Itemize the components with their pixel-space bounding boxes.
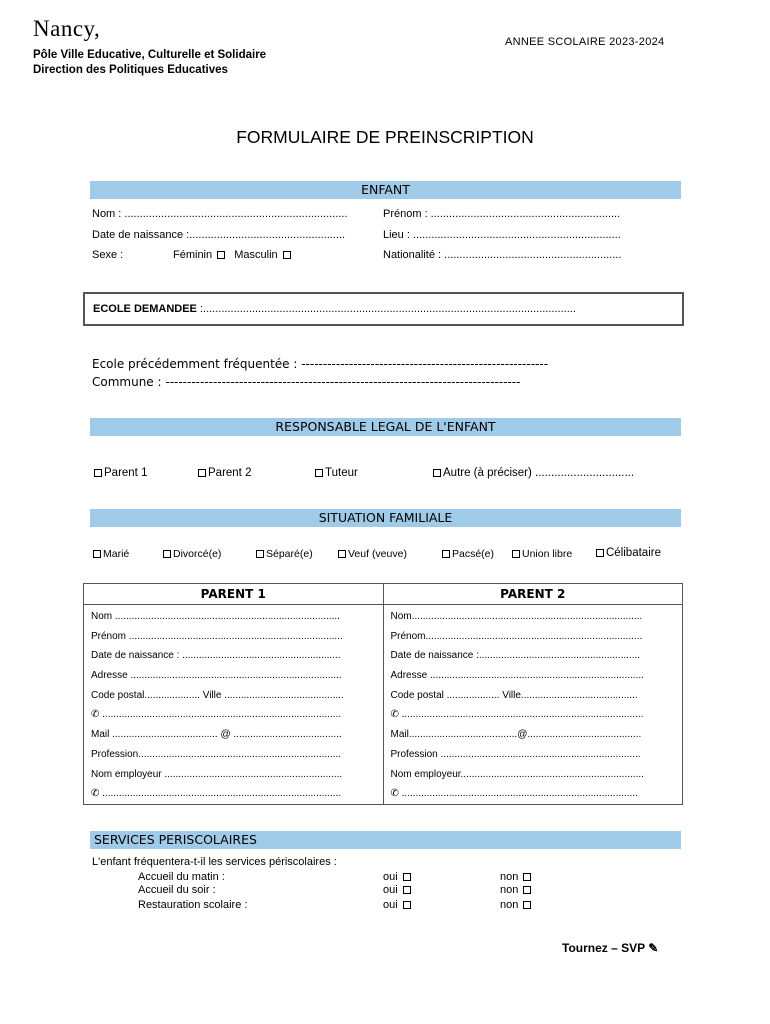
ecole-demandee-label: ECOLE DEMANDEE bbox=[93, 303, 197, 315]
school-year: ANNEE SCOLAIRE 2023-2024 bbox=[505, 36, 665, 48]
p2-codepostal-field[interactable]: Code postal ................... Ville.......................................... bbox=[390, 689, 638, 701]
p1-adresse-field[interactable]: Adresse ............................................................................ bbox=[91, 670, 342, 682]
resp-autre-label: Autre (à préciser) ............................... bbox=[443, 467, 635, 479]
p1-mail-field[interactable]: Mail ...................................... @ ....................................... bbox=[91, 729, 342, 741]
parent1-heading: PARENT 1 bbox=[84, 584, 383, 605]
resp-tuteur-label: Tuteur bbox=[325, 467, 358, 479]
responsable-heading: RESPONSABLE LEGAL DE L'ENFANT bbox=[90, 418, 681, 436]
p1-prenom-field[interactable]: Prénom ............................................................................. bbox=[91, 630, 343, 642]
sit-veuf-label: Veuf (veuve) bbox=[348, 548, 407, 560]
sit-divorce-checkbox[interactable] bbox=[163, 550, 171, 558]
sit-marie-option[interactable] bbox=[91, 548, 129, 560]
svc-matin-non-checkbox[interactable] bbox=[523, 873, 531, 881]
non-label: non bbox=[500, 899, 519, 911]
sit-divorce-option[interactable] bbox=[161, 548, 221, 560]
resp-parent2-option[interactable] bbox=[196, 467, 251, 479]
svc-soir-non-checkbox[interactable] bbox=[523, 886, 531, 894]
sexe-label: Sexe : bbox=[92, 249, 124, 261]
nationalite-field[interactable]: Nationalité : .......................................................... bbox=[383, 249, 622, 261]
commune-field[interactable]: Commune : ---------------------------------------------------------------------------------- bbox=[92, 375, 521, 389]
sit-pacse-option[interactable] bbox=[440, 548, 494, 560]
p2-phone-work-field[interactable]: ✆ ..................................................................................... bbox=[390, 788, 638, 800]
p2-phone-field[interactable]: ✆ ....................................................................................... bbox=[390, 709, 644, 721]
org-line-1: Pôle Ville Educative, Culturelle et Solidaire bbox=[33, 49, 267, 61]
sit-veuf-option[interactable] bbox=[336, 548, 407, 560]
sit-veuf-checkbox[interactable] bbox=[338, 550, 346, 558]
sit-separe-option[interactable] bbox=[254, 548, 313, 560]
non-label: non bbox=[500, 871, 519, 883]
masculin-label: Masculin bbox=[234, 249, 278, 261]
sit-union-option[interactable] bbox=[510, 548, 572, 560]
parent2-column bbox=[383, 584, 683, 805]
feminin-checkbox[interactable] bbox=[217, 251, 225, 259]
nancy-logo: Nancy, bbox=[33, 16, 101, 41]
resp-parent1-option[interactable] bbox=[92, 467, 147, 479]
oui-label: oui bbox=[383, 884, 398, 896]
svc-soir-label: Accueil du soir : bbox=[138, 884, 216, 896]
oui-label: oui bbox=[383, 899, 398, 911]
sit-divorce-label: Divorcé(e) bbox=[173, 548, 222, 560]
p2-mail-field[interactable]: Mail.......................................@......................................... bbox=[390, 729, 642, 741]
parent1-column bbox=[84, 584, 384, 805]
svc-matin-non[interactable] bbox=[500, 871, 533, 883]
p1-phone-work-field[interactable]: ✆ ...................................................................................... bbox=[91, 788, 342, 800]
p2-profession-field[interactable]: Profession ........................................................................ bbox=[390, 748, 641, 760]
tournez-svp: Tournez – SVP ✎ bbox=[562, 941, 659, 955]
svc-matin-oui-checkbox[interactable] bbox=[403, 873, 411, 881]
org-line-2: Direction des Politiques Educatives bbox=[33, 64, 228, 76]
p1-phone-field[interactable]: ✆ ...................................................................................... bbox=[91, 709, 342, 721]
sit-separe-checkbox[interactable] bbox=[256, 550, 264, 558]
svc-soir-oui[interactable] bbox=[383, 884, 413, 896]
parent2-heading: PARENT 2 bbox=[384, 584, 683, 605]
svc-soir-non[interactable] bbox=[500, 884, 533, 896]
parents-table bbox=[83, 583, 683, 805]
enfant-nom-field[interactable]: Nom : ......................................................................... bbox=[92, 208, 348, 220]
sexe-options bbox=[173, 249, 293, 261]
p2-adresse-field[interactable]: Adresse ............................................................................. bbox=[390, 670, 644, 682]
svc-soir-oui-checkbox[interactable] bbox=[403, 886, 411, 894]
feminin-label: Féminin bbox=[173, 249, 213, 261]
p1-codepostal-field[interactable]: Code postal.................... Ville ........................................... bbox=[91, 689, 344, 701]
ecole-demandee-field[interactable]: :.......................................................................................................................... bbox=[196, 303, 576, 315]
resp-parent1-label: Parent 1 bbox=[104, 467, 148, 479]
svc-restauration-non[interactable] bbox=[500, 899, 533, 911]
sit-union-checkbox[interactable] bbox=[512, 550, 520, 558]
sit-celibataire-checkbox[interactable] bbox=[596, 549, 604, 557]
p1-profession-field[interactable]: Profession......................................................................... bbox=[91, 748, 342, 760]
services-heading: SERVICES PERISCOLAIRES bbox=[90, 831, 681, 849]
sit-union-label: Union libre bbox=[522, 548, 573, 560]
svc-restauration-label: Restauration scolaire : bbox=[138, 899, 248, 911]
p2-naissance-field[interactable]: Date de naissance :.......................................................... bbox=[390, 650, 641, 662]
masculin-checkbox[interactable] bbox=[283, 251, 291, 259]
form-title: FORMULAIRE DE PREINSCRIPTION bbox=[236, 127, 534, 147]
resp-parent2-label: Parent 2 bbox=[208, 467, 252, 479]
resp-autre-option[interactable] bbox=[431, 467, 634, 479]
ecole-demandee-box bbox=[83, 292, 684, 326]
resp-tuteur-checkbox[interactable] bbox=[315, 469, 323, 477]
p2-employeur-field[interactable]: Nom employeur.................................................................. bbox=[390, 768, 644, 780]
sit-marie-label: Marié bbox=[103, 548, 130, 560]
p2-prenom-field[interactable]: Prénom.............................................................................. bbox=[390, 630, 643, 642]
p1-nom-field[interactable]: Nom ................................................................................. bbox=[91, 611, 340, 622]
resp-tuteur-option[interactable] bbox=[313, 467, 358, 479]
svc-restauration-oui[interactable] bbox=[383, 899, 413, 911]
sit-marie-checkbox[interactable] bbox=[93, 550, 101, 558]
sit-separe-label: Séparé(e) bbox=[266, 548, 313, 560]
p1-employeur-field[interactable]: Nom employeur ................................................................ bbox=[91, 768, 343, 780]
p1-naissance-field[interactable]: Date de naissance : ......................................................... bbox=[91, 650, 341, 662]
oui-label: oui bbox=[383, 871, 398, 883]
enfant-prenom-field[interactable]: Prénom : .............................................................. bbox=[383, 208, 621, 220]
svc-matin-label: Accueil du matin : bbox=[138, 871, 225, 883]
situation-heading: SITUATION FAMILIALE bbox=[90, 509, 681, 527]
sit-pacse-checkbox[interactable] bbox=[442, 550, 450, 558]
resp-parent2-checkbox[interactable] bbox=[198, 469, 206, 477]
sit-pacse-label: Pacsé(e) bbox=[452, 548, 495, 560]
services-question: L'enfant fréquentera-t-il les services périscolaires : bbox=[92, 856, 337, 868]
svc-restauration-oui-checkbox[interactable] bbox=[403, 901, 411, 909]
resp-autre-checkbox[interactable] bbox=[433, 469, 441, 477]
sit-celibataire-label: Célibataire bbox=[606, 547, 661, 559]
resp-parent1-checkbox[interactable] bbox=[94, 469, 102, 477]
sit-celibataire-option[interactable] bbox=[594, 547, 661, 559]
enfant-heading: ENFANT bbox=[90, 181, 681, 199]
svc-restauration-non-checkbox[interactable] bbox=[523, 901, 531, 909]
non-label: non bbox=[500, 884, 519, 896]
p2-nom-field[interactable]: Nom................................................................................... bbox=[390, 611, 643, 622]
ecole-precedente-field[interactable]: Ecole précédemment fréquentée : --------------------------------------------------------- bbox=[92, 357, 549, 371]
enfant-lieu-field[interactable]: Lieu : .................................................................... bbox=[383, 229, 621, 241]
svc-matin-oui[interactable] bbox=[383, 871, 413, 883]
enfant-naissance-field[interactable]: Date de naissance :................................................... bbox=[92, 229, 346, 241]
